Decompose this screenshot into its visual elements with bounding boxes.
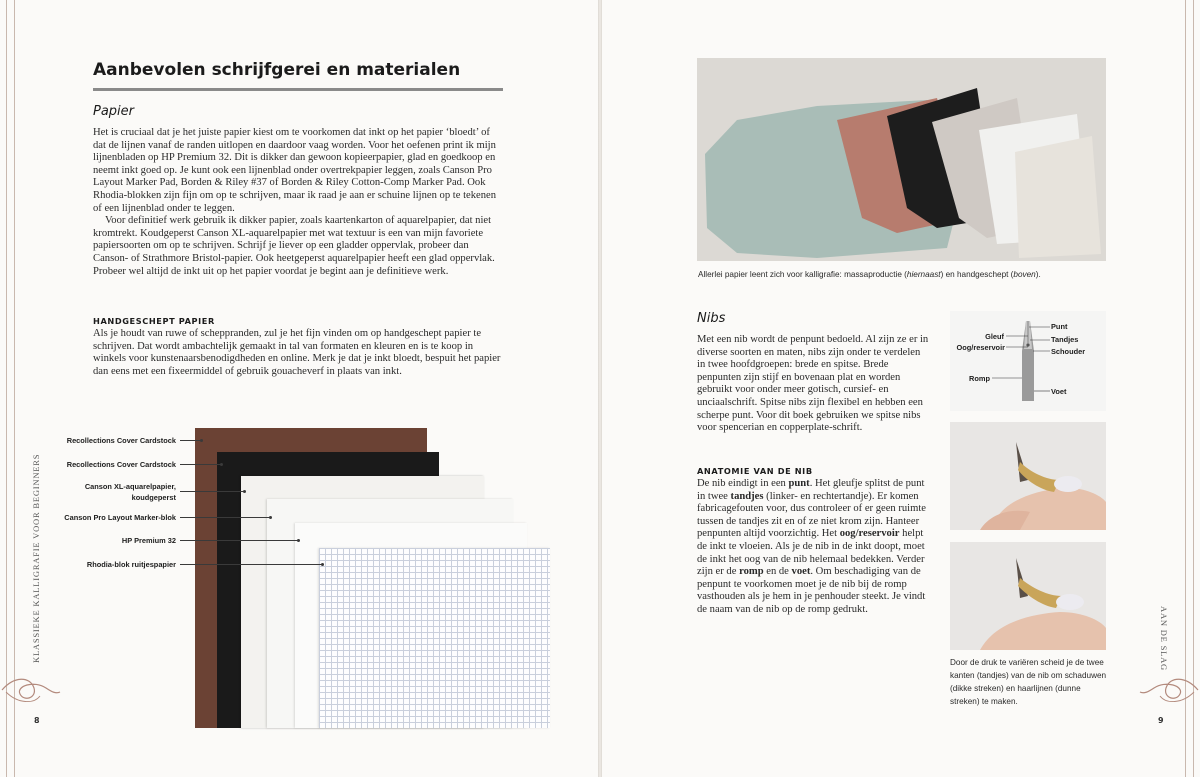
sheet-rhodia-grid <box>319 548 550 728</box>
leader-line <box>180 517 270 518</box>
anat-text: (linker- en rechtertandje). Er komen fabricagefouten voor, dus controleer of er geen ruimte tussen de tandjes zit en of ze niet krom zijn. Hanteer penpunten altijd voorzichtig. Het <box>697 490 927 540</box>
page-number-left: 8 <box>34 716 40 725</box>
nib-diagram <box>950 311 1106 411</box>
flourish-ornament-right <box>1138 670 1200 710</box>
nib-illustration <box>950 311 1106 411</box>
nib-photo-caption: Door de druk te variëren scheid je de twee kanten (tandjes) van de nib om schaduwen (dikke streken) en haarlijnen (dunne streken) te maken. <box>950 658 1107 706</box>
label-recollections-1: Recollections Cover Cardstock <box>66 436 176 445</box>
page-title: Aanbevolen schrijfgerei en materialen <box>93 60 461 80</box>
nib-label-schouder: Schouder <box>1051 347 1086 356</box>
label-hp-premium: HP Premium 32 <box>121 536 176 545</box>
anatomie-paragraph <box>697 478 932 617</box>
handmade-paper-photo <box>697 58 1106 261</box>
anat-text: . Om beschadiging van de penpunt te voorkomen moet je de nib bij de romp vasthouden als je hem in je penhouder steekt. Je vindt de naam van de nib op de romp gedrukt. <box>697 566 926 615</box>
hand-nib-photo-1 <box>950 422 1106 530</box>
caption-italic: hiernaast <box>906 270 941 279</box>
leader-line <box>180 564 322 565</box>
handgeschept-text <box>93 328 505 378</box>
hand-nib-illustration-1 <box>950 422 1106 530</box>
handgeschept-heading: HANDGESCHEPT PAPIER <box>93 316 215 326</box>
hand-nib-illustration-2 <box>950 542 1106 650</box>
term-punt: punt <box>788 478 810 489</box>
handgeschept-paragraph: Als je houdt van ruwe of scheppranden, zul je het fijn vinden om op handgeschept papier te schrijven. Dat wordt ambachtelijk gemaakt in tal van formaten en kleuren en is te koop in winkels voor kunstenaarsbenodigdheden en online. Merk je dat je inkt bloedt, bespuit het papier dan eens met een fixeermiddel of gebruik gouacheverf in plaats van inkt. <box>93 328 501 377</box>
anat-text: en de <box>763 566 792 578</box>
paper-stack-photo <box>195 428 550 728</box>
label-recollections-2: Recollections Cover Cardstock <box>66 460 176 469</box>
left-edge-line-inner <box>14 0 18 777</box>
nibs-text <box>697 334 929 435</box>
nib-label-oog: Oog/reservoir <box>956 343 1005 352</box>
papier-paragraph-2: Voor definitief werk gebruik ik dikker papier, zoals kaartenkarton of aquarelpapier, dat niet kromtrekt. Koudgeperst Canson XL-aquarelpapier met wat textuur is een van mijn favoriete papiersoorten om op te schrijven. Schrijf je liever op een gladder oppervlak, probeer dan Canson- of Strathmore Bristol-papier. Ook heetgeperst aquarelpapier heeft een glad oppervlak. Probeer wel altijd de inkt uit op het papier voordat je begint aan je definitieve werk. <box>93 215 495 277</box>
leader-line <box>180 491 244 492</box>
leader-dot <box>321 563 324 566</box>
leader-line <box>180 440 202 441</box>
label-canson-pro: Canson Pro Layout Marker-blok <box>64 513 176 522</box>
caption-italic: boven <box>1013 270 1036 279</box>
hand-nib-photo-2 <box>950 542 1106 650</box>
nib-label-punt: Punt <box>1051 322 1068 331</box>
running-head-right: AAN DE SLAG <box>1159 606 1169 671</box>
leader-line <box>180 464 222 465</box>
term-romp: romp <box>739 566 764 578</box>
label-canson-xl: Canson XL-aquarelpapier, <box>84 482 176 491</box>
nibs-heading: Nibs <box>697 311 726 326</box>
caption-text: ). <box>1035 270 1041 279</box>
nib-label-gleuf: Gleuf <box>985 332 1004 341</box>
title-rule <box>93 88 503 91</box>
handmade-paper-illustration <box>697 58 1106 261</box>
anat-text: helpt de inkt te vloeien. Als je de nib in de inkt doopt, moet de inkt het oog van de nib helemaal bedekken. Verder zijn er de <box>697 528 925 578</box>
papier-heading: Papier <box>93 104 135 119</box>
left-edge-line <box>6 0 10 777</box>
leader-dot <box>243 490 246 493</box>
page-number-right: 9 <box>1158 716 1164 725</box>
anatomie-text <box>697 478 932 617</box>
leader-dot <box>220 463 223 466</box>
term-voet: voet <box>791 566 811 578</box>
anatomie-heading: ANATOMIE VAN DE NIB <box>697 466 813 476</box>
leader-dot <box>269 516 272 519</box>
right-edge-line-inner <box>1182 0 1186 777</box>
caption-text: ) en handgeschept ( <box>940 270 1014 279</box>
right-edge-line <box>1190 0 1194 777</box>
running-head-left: KLASSIEKE KALLIGRAFIE VOOR BEGINNERS <box>31 453 41 663</box>
term-tandjes: tandjes <box>730 490 764 502</box>
book-gutter <box>598 0 602 777</box>
nibs-paragraph: Met een nib wordt de penpunt bedoeld. Al zijn ze er in diverse soorten en maten, nibs zijn onder te verdelen in twee hoofdgroepen: brede en spitse. Brede penpunten zijn stijf en bovenaan plat en worden gebruikt voor onder meer gotisch, cursief- en unciaalschrift. Spitse nibs zijn flexibel en hebben een scherpe punt. Voor dit boek gebruiken we spitse nibs voor spencerian en copperplate-schrift. <box>697 334 929 434</box>
leader-dot <box>297 539 300 542</box>
nib-label-romp: Romp <box>969 374 990 383</box>
papier-text <box>93 127 505 278</box>
flourish-ornament-left <box>0 670 62 710</box>
papier-paragraph-1: Het is cruciaal dat je het juiste papier kiest om te voorkomen dat inkt op het papier ‘bloedt’ of dat de lijnen vanaf de randen uitlopen en daardoor vaag worden. Voor het oefenen print ik mijn lijnenbladen op HP Premium 32. Dit is dikker dan gewoon kopieerpapier, glad en goedkoop en neemt inkt goed op. Je kunt ook een lijnenblad onder overtrekpapier leggen, zoals Canson Pro Layout Marker Pad, Borden & Riley #37 of Borden & Riley Cotton-Comp Marker Pad. Ook Rhodia-blokken zijn fijn om op te schrijven, maar ik raad je aan er schuine lijnen op te tekenen of een lijnenblad onder te leggen. <box>93 127 497 214</box>
leader-dot <box>200 439 203 442</box>
label-canson-xl-2: koudgeperst <box>131 493 176 502</box>
photo-caption <box>698 269 1118 282</box>
nib-label-tandjes: Tandjes <box>1051 335 1079 344</box>
caption-text: Allerlei papier leent zich voor kalligrafie: massaproductie ( <box>698 270 907 279</box>
term-oog-reservoir: oog/reservoir <box>839 528 900 540</box>
anat-text: De nib eindigt in een <box>697 478 789 489</box>
nib-label-voet: Voet <box>1051 387 1067 396</box>
label-rhodia: Rhodia-blok ruitjespapier <box>86 560 176 569</box>
leader-line <box>180 540 298 541</box>
anat-text: . Het gleufje splitst de punt in twee <box>697 478 925 502</box>
